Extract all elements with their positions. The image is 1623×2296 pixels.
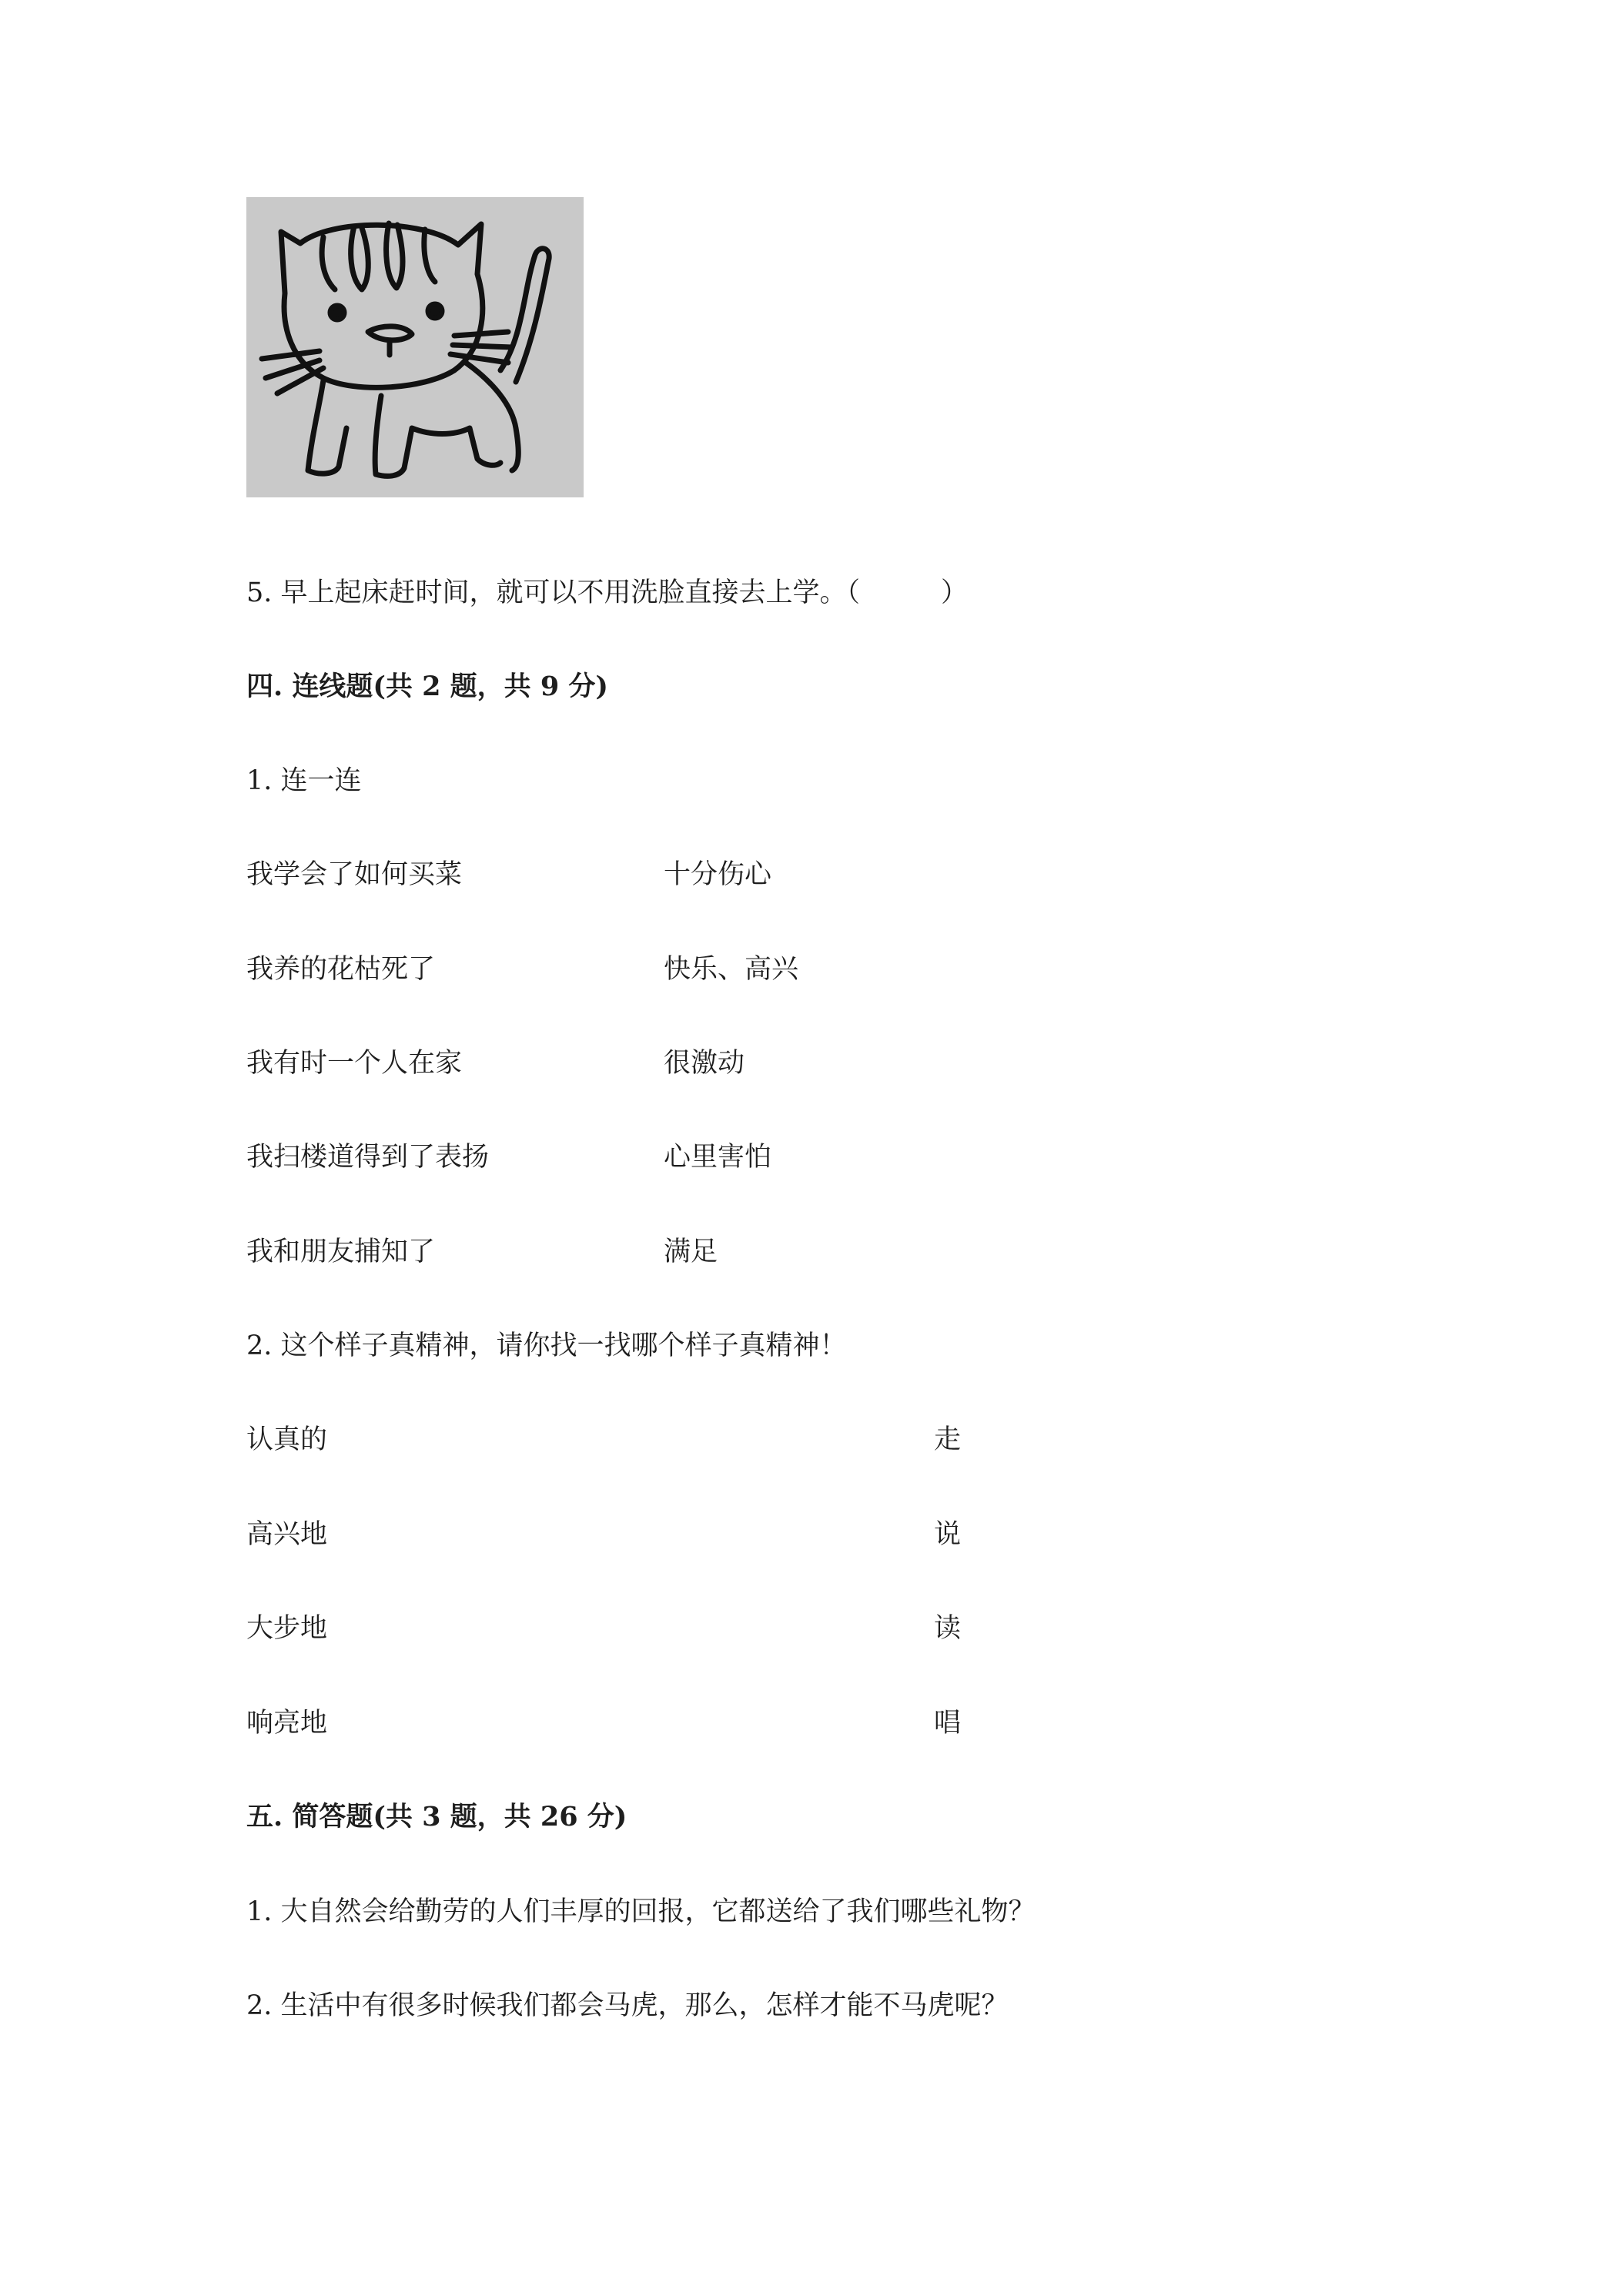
matching-right-item: 心里害怕 <box>664 1142 772 1173</box>
matching-question-1-stem: 1. 连一连 <box>246 765 362 796</box>
matching-right-item: 满足 <box>664 1237 718 1267</box>
cat-drawing-icon <box>246 197 584 497</box>
matching-right-item: 走 <box>934 1424 962 1455</box>
matching-left-item: 响亮地 <box>246 1708 328 1739</box>
short-answer-question-2: 2. 生活中有很多时候我们都会马虎，那么，怎样才能不马虎呢？ <box>246 1990 1009 2021</box>
matching-left-item: 我和朋友捕知了 <box>246 1237 436 1267</box>
cat-picture <box>246 197 584 497</box>
matching-left-item: 我养的花枯死了 <box>246 954 436 985</box>
matching-left-item: 我学会了如何买菜 <box>246 859 463 890</box>
section-4-title: 四. 连线题(共 2 题，共 9 分) <box>246 671 608 702</box>
matching-left-item: 大步地 <box>246 1613 328 1644</box>
matching-right-item: 唱 <box>934 1708 962 1739</box>
true-false-question-5: 5. 早上起床赶时间，就可以不用洗脸直接去上学。（ ） <box>246 577 969 608</box>
matching-left-item: 认真的 <box>246 1424 328 1455</box>
matching-right-item: 十分伤心 <box>664 859 772 890</box>
matching-question-2-stem: 2. 这个样子真精神，请你找一找哪个样子真精神！ <box>246 1330 847 1361</box>
section-5-title: 五. 简答题(共 3 题，共 26 分) <box>246 1801 627 1832</box>
matching-right-item: 快乐、高兴 <box>664 954 799 985</box>
matching-right-item: 读 <box>934 1613 962 1644</box>
matching-right-item: 说 <box>934 1519 962 1550</box>
matching-left-item: 我扫楼道得到了表扬 <box>246 1142 490 1173</box>
short-answer-question-1: 1. 大自然会给勤劳的人们丰厚的回报，它都送给了我们哪些礼物？ <box>246 1896 1036 1927</box>
matching-right-item: 很激动 <box>664 1048 745 1079</box>
matching-left-item: 高兴地 <box>246 1519 328 1550</box>
matching-left-item: 我有时一个人在家 <box>246 1048 463 1079</box>
